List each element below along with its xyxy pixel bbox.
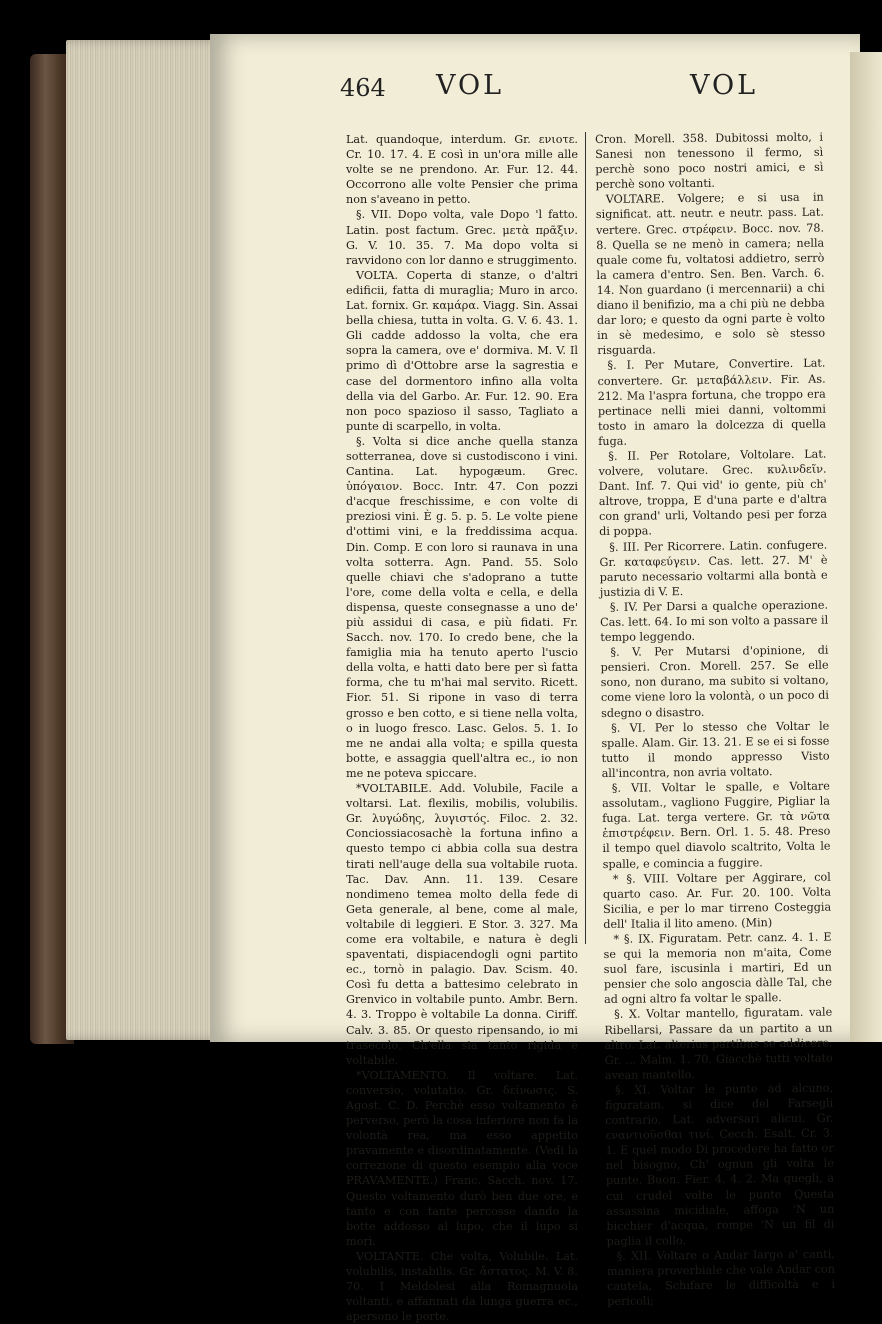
entry-paragraph: §. II. Per Rotolare, Voltolare. Lat. volvere, volutare. Grec. κυλινδεῖν. Dant. Inf. 7. Qui vid' io gente, più ch' altrove, troppa, E d'una parte e d'altra con grand' urli, Voltando pesi per forza di poppa.	[598, 447, 828, 539]
left-column	[346, 132, 578, 1324]
entry-paragraph: * §. VIII. Voltare per Aggirare, col quarto caso. Ar. Fur. 20. 100. Volta Sicilia, e per lo mar tirreno Costeggia dell' Italia il lito ameno. (Min)	[602, 870, 832, 931]
entry-paragraph: §. X. Voltar mantello, figuratam. vale Ribellarsi, Passare da un partito a un altro. Lat. alterius partibus se addicere. Gr. ... Malm. 1. 70. Giacchè tutti voltato avean mantello.	[604, 1006, 833, 1082]
entry-paragraph: *VOLTAMENTO. Il voltare. Lat. conversio, volutatio. Gr. δείνωσις. S. Agost. C. D. Perchè esso voltamento è perverso, però la cosa inferiore non fa la volontà rea, ma esso appetito pravamente e disordinatamente. (Vedi la correzione di questo esempio alla voce PRAVAMENTE.) Franc. Sacch. nov. 17. Questo voltamento durò ben due ore, e tanto e con tante percosse dando la botte addosso al lupo, che il lupo si morì.	[346, 1068, 578, 1248]
entry-paragraph: §. XII. Voltare o Andar largo a' canti, maniera proverbiale che vale Andar con cautela, Schifare le difficoltà e i pericoli;	[606, 1247, 836, 1309]
right-column	[595, 130, 835, 1310]
entry-paragraph: §. VI. Per lo stesso che Voltar le spalle. Alam. Gir. 13. 21. E se ei si fosse tutto il mondo appresso Visto all'incontra, non avria voltato.	[601, 719, 830, 780]
page-header	[340, 70, 840, 110]
entry-paragraph: *VOLTABILE. Add. Volubile, Facile a voltarsi. Lat. flexilis, mobilis, volubilis. Gr. λυγώδης, λυγιστός. Filoc. 2. 32. Conciossiacosachè la fortuna infino a questo tempo ci abbia colla sua destra tirati nell'auge della sua voltabile ruota. Tac. Dav. Ann. 11. 139. Cesare nondimeno temea molto della fede di Geta generale, al bene, come al male, voltabile di leggieri. E Stor. 3. 327. Ma come era voltabile, e natura è degli spaventati, dispiacendogli ogni partito ec., tornò in palagio. Dav. Scism. 40. Così fu detta a battesimo celebrato in Grenvico in voltabile punto. Ambr. Bern. 4. 3. Troppo è voltabile La donna. Ciriff. Calv. 3. 85. Or questo ripensando, io mi trasecolo, Ch'ella sia tanto rigida e voltabile.	[346, 782, 578, 1067]
running-headword-left: VOL	[436, 70, 505, 101]
facing-page-edge	[850, 52, 882, 1042]
entry-paragraph: * §. IX. Figuratam. Petr. canz. 4. 1. E se qui la memoria non m'aita, Come suol fare, iscusinla i martiri, Ed un pensier che solo angoscia dàlle Tal, che ad ogni altro fa voltar le spalle.	[603, 930, 832, 1007]
running-headword-right: VOL	[690, 70, 759, 101]
entry-paragraph: §. XI. Voltar le punte ad alcuno, figuratam. si dice del Farsegli contrario. Lat. adversari alicui. Gr. εναντιοῦσθαι τινί. Cecch. Esalt. Cr. 3. 1. E quel modo Di procedere ha fatto or nel bisogno, Ch' ognun gli volta le punte. Buon. Fier. 4. 4. 2. Ma quegli, a cui crudel volte le punte Questa assassina micidiale, affoga 'N un bicchier d'acqua, rompe 'N un fil di paglia il collo.	[605, 1081, 835, 1248]
entry-paragraph: §. I. Per Mutare, Convertire. Lat. convertere. Gr. μεταβάλλειν. Fir. As. 212. Ma l'aspra fortuna, che troppo era pertinace nelli miei danni, voltommi tosto in amaro la dolcezza di quella fuga.	[597, 357, 827, 448]
entry-paragraph: §. IV. Per Darsi a qualche operazione. Cas. lett. 64. Io mi son volto a passare il tempo leggendo.	[600, 598, 829, 645]
entry-paragraph: VOLTANTE. Che volta, Volubile. Lat. volubilis, instabilis. Gr. ἄστατος. M. V. 8. 70. I Meldolesi alla Romagnuola voltanti, e affannati da lunga guerra ec., apersono le porte.	[346, 1249, 578, 1324]
entry-paragraph: Lat. quandoque, interdum. Gr. ενιοτε. Cr. 10. 17. 4. E così in un'ora mille alle volte se ne prendono. Ar. Fur. 12. 44. Occorrono alle volte Pensier che prima non s'aveano in petto.	[346, 133, 578, 207]
entry-paragraph: §. Volta si dice anche quella stanza sotterranea, dove si custodiscono i vini. Cantina. Lat. hypogæum. Grec. ὑπόγαιον. Bocc. Intr. 47. Con pozzi d'acque freschissime, e con volte di preziosi vini. È g. 5. p. 5. Le volte piene d'ottimi vini, e la freddissima acqua. Din. Comp. E con loro si raunava in una volta sotterra. Agn. Pand. 55. Solo quelle chiavi che s'adoprano a tutte l'ore, come della volta e cella, e della dispensa, queste consegnasse a uno de' più assidui di casa, e più fidati. Fr. Sacch. nov. 170. Io credo bene, che la famiglia mia ha tenuto aperto l'uscio della volta, e hatti dato bere per sì fatta forma, che tu m'hai mal servito. Ricett. Fior. 51. Si ripone in vaso di terra grosso e ben cotto, e si tiene nella volta, o in luogo fresco. Lasc. Gelos. 5. 1. Io me ne andai alla volta; e spilla questa botte, e assaggia quell'altra ec., io non me ne poteva spiccare.	[346, 434, 578, 780]
entry-paragraph: §. VII. Dopo volta, vale Dopo 'l fatto. Latin. post factum. Grec. μετὰ πρᾶξιν. G. V. 10. 35. 7. Ma dopo volta si ravvidono con lor danno e struggimento.	[346, 208, 578, 267]
entry-paragraph: §. VII. Voltar le spalle, e Voltare assolutam., vagliono Fuggire, Pigliar la fuga. Lat. terga vertere. Gr. τὰ νῶτα ἐπιστρέφειν. Bern. Orl. 1. 5. 48. Preso il tempo quel diavolo scaltrito, Volta le spalle, e comincia a fuggire.	[601, 779, 831, 871]
page-number: 464	[340, 74, 386, 102]
entry-paragraph: Cron. Morell. 358. Dubitossi molto, i Sanesi non tenessono il fermo, sì perchè sono poco nostri amici, e sì perchè sono voltanti.	[595, 130, 824, 192]
page-edges	[66, 40, 226, 1040]
entry-paragraph: VOLTA. Coperta di stanze, o d'altri edificii, fatta di muraglia; Muro in arco. Lat. fornix. Gr. καμάρα. Viagg. Sin. Assai bella chiesa, tutta in volta. G. V. 6. 43. 1. Gli cadde addosso la volta, che era sopra la camera, ove e' dormiva. M. V. Il primo dì d'Ottobre arse la sagrestia e case del dormentoro infino alla volta della via del Garbo. Ar. Fur. 12. 90. Era non poco spazioso il sasso, Tagliato a punte di scarpello, in volta.	[346, 268, 578, 433]
entry-paragraph: §. III. Per Ricorrere. Latin. confugere. Gr. καταφεύγειν. Cas. lett. 27. M' è paruto necessario voltarmi alla bontà e justizia di V. E.	[599, 538, 828, 599]
column-divider	[585, 132, 586, 944]
entry-paragraph: §. V. Per Mutarsi d'opinione, di pensieri. Cron. Morell. 257. Se elle sono, non durano, ma subito si voltano, come viene loro la volontà, o un poco di sdegno o disastro.	[600, 643, 829, 720]
entry-paragraph: VOLTARE. Volgere; e si usa in significat. att. neutr. e neutr. pass. Lat. vertere. Grec. στρέφειν. Bocc. nov. 78. 8. Quella se ne menò in camera; nella quale come fu, voltatosi addietro, serrò la camera d'entro. Sen. Ben. Varch. 6. 14. Non guardano (i mercennarii) a chi diano il benifizio, ma a chi più ne debba dar loro; e questo da ogni parte è volto in sè medesimo, e solo sè stesso risguarda.	[595, 190, 826, 358]
